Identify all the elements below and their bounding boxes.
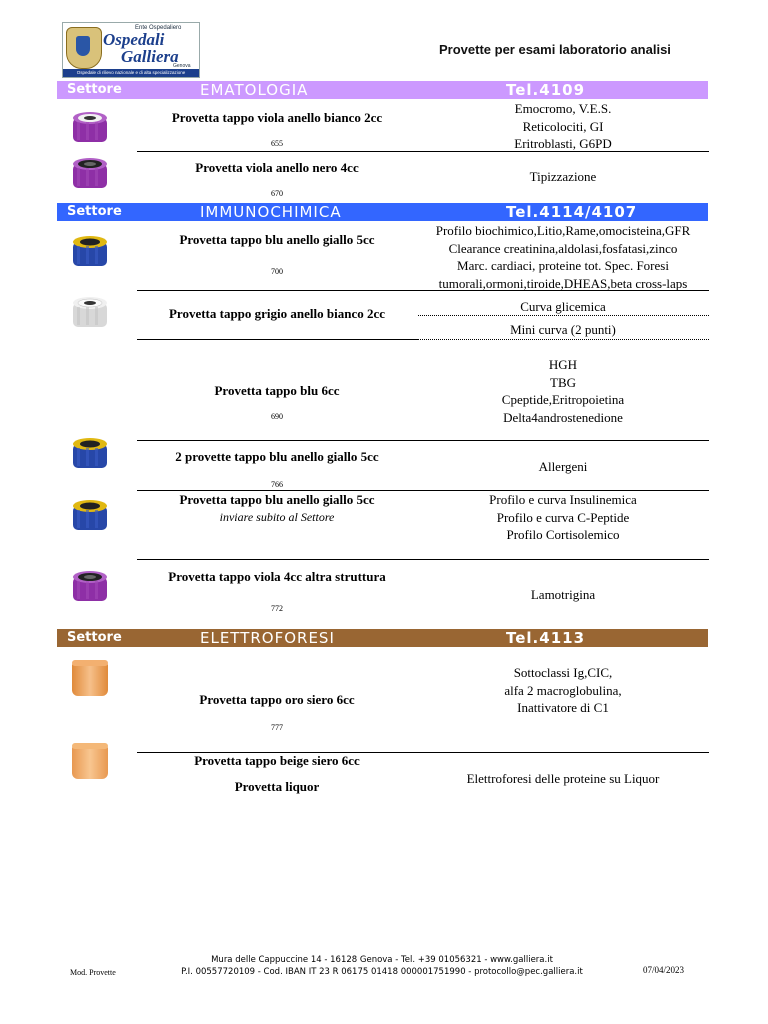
exam-item: Eritroblasti, G6PD	[514, 136, 612, 151]
tube-name: Provetta tappo viola anello bianco 2cc	[171, 110, 383, 125]
tube-cap-violet-black-icon	[68, 152, 112, 192]
tube-cap-violet-white-icon	[68, 106, 112, 146]
tube-name: Provetta tappo beige siero 6cc	[194, 753, 360, 768]
footer-date: 07/04/2023	[643, 965, 685, 975]
section-bar-ematologia	[57, 81, 708, 99]
exam-item: Sottoclassi Ig,CIC,	[513, 665, 613, 680]
section-tel: Tel.4113	[506, 629, 586, 647]
tube-name: 2 provette tappo blu anello giallo 5cc	[175, 449, 379, 464]
row-divider	[137, 290, 709, 291]
tube-cap-grey-white-icon	[68, 291, 112, 331]
section-name: ELETTROFORESI	[200, 629, 335, 647]
tube-name-2: Provetta liquor	[234, 779, 320, 794]
exam-item: Delta4androstenedione	[503, 409, 623, 425]
exam-item: Marc. cardiaci, proteine tot. Spec. Foresi	[457, 258, 669, 273]
exam-item: Mini curva (2 punti)	[510, 322, 616, 337]
dotted-divider	[418, 315, 709, 316]
tube-cap-blue-yellow-icon	[68, 230, 112, 270]
section-label: Settore	[67, 630, 122, 645]
tube-code: 777	[271, 723, 283, 732]
section-bar-elettroforesi	[57, 629, 708, 647]
exam-list	[418, 100, 708, 153]
row-divider	[137, 151, 709, 152]
tube-note: inviare subito al Settore	[219, 510, 335, 524]
row-divider	[137, 440, 709, 441]
exam-item: HGH	[548, 357, 578, 372]
tube-name: Provetta tappo oro siero 6cc	[199, 692, 355, 707]
section-label: Settore	[67, 204, 122, 219]
exam-item: alfa 2 macroglobulina,	[504, 682, 622, 698]
exam-item: Cpeptide,Eritropoietina	[501, 392, 625, 407]
footer-line-1: Mura delle Cappuccine 14 - 16128 Genova - Tel. +39 01056321 - www.galliera.it	[211, 955, 553, 965]
section-bar-immunochimica	[57, 203, 708, 221]
row-divider	[137, 339, 418, 340]
section-name: IMMUNOCHIMICA	[200, 203, 342, 221]
exam-list	[418, 222, 708, 292]
tube-cap-blue-yellow-icon	[68, 432, 112, 472]
exam-item: TBG	[550, 374, 576, 390]
tube-name: Provetta tappo grigio anello bianco 2cc	[168, 306, 386, 321]
logo-tagline: Ospedale di rilievo nazionale e di alta specializzazione	[63, 69, 199, 77]
exam-list	[418, 321, 708, 339]
tube-code: 766	[271, 480, 283, 489]
tube-cap-violet-black-icon	[68, 565, 112, 605]
logo-genova: Genova	[173, 63, 191, 69]
exam-list	[418, 298, 708, 316]
section-label: Settore	[67, 82, 122, 97]
section-tel: Tel.4114/4107	[506, 203, 638, 221]
exam-item: Inattivatore di C1	[517, 700, 609, 715]
footer-address	[132, 955, 632, 978]
exam-list	[418, 356, 708, 426]
exam-item: Reticolociti, GI	[522, 118, 604, 134]
tube-cap-gold-icon	[68, 658, 112, 698]
tube-code: 700	[271, 267, 283, 276]
row-divider	[137, 559, 709, 560]
exam-item: Clearance creatinina,aldolasi,fosfatasi,zinco	[448, 240, 678, 256]
exam-item: Profilo Cortisolemico	[506, 527, 620, 542]
exam-item: Lamotrigina	[530, 587, 596, 602]
tube-cap-beige-icon	[68, 741, 112, 781]
tube-code: 655	[271, 139, 283, 148]
tube-code: 670	[271, 189, 283, 198]
exam-item: Tipizzazione	[529, 169, 597, 184]
exam-list	[418, 491, 708, 544]
logo-name-1: Ospedali	[103, 30, 165, 49]
hospital-logo	[62, 22, 200, 78]
tube-name: Provetta viola anello nero 4cc	[195, 160, 359, 175]
tube-code: 772	[271, 604, 283, 613]
tube-name: Provetta tappo blu anello giallo 5cc	[179, 232, 375, 247]
exam-list	[418, 770, 708, 788]
exam-item: Curva glicemica	[520, 299, 606, 314]
exam-list	[418, 664, 708, 717]
exam-item: Profilo e curva C-Peptide	[496, 509, 630, 525]
tube-name: Provetta tappo blu 6cc	[214, 383, 340, 398]
document-title: Provette per esami laboratorio analisi	[439, 42, 671, 57]
crest-icon	[66, 27, 102, 69]
tube-cap-blue-yellow-icon	[68, 494, 112, 534]
exam-item: Elettroforesi delle proteine su Liquor	[466, 771, 660, 786]
exam-item: tumorali,ormoni,tiroide,DHEAS,beta cross-laps	[438, 275, 688, 291]
footer-form-code: Mod. Provette	[70, 968, 116, 977]
exam-item: Profilo e curva Insulinemica	[489, 492, 637, 507]
footer-line-2: P.I. 00557720109 - Cod. IBAN IT 23 R 06175 01418 000001751990 - protocollo@pec.galliera.it	[181, 966, 583, 977]
exam-list	[418, 586, 708, 604]
logo-name-2: Galliera	[121, 47, 179, 66]
logo-ente: Ente Ospedaliero	[135, 25, 182, 31]
section-tel: Tel.4109	[506, 81, 586, 99]
exam-item: Profilo biochimico,Litio,Rame,omocisteina,GFR	[435, 223, 691, 238]
exam-item: Allergeni	[538, 459, 588, 474]
exam-list	[418, 458, 708, 476]
tube-name: Provetta tappo blu anello giallo 5cc	[179, 492, 375, 507]
tube-name: Provetta tappo viola 4cc altra struttura	[168, 569, 386, 584]
tube-code: 690	[271, 412, 283, 421]
exam-item: Emocromo, V.E.S.	[514, 101, 612, 116]
section-name: EMATOLOGIA	[200, 81, 309, 99]
exam-list	[418, 168, 708, 186]
dotted-divider	[418, 339, 709, 340]
